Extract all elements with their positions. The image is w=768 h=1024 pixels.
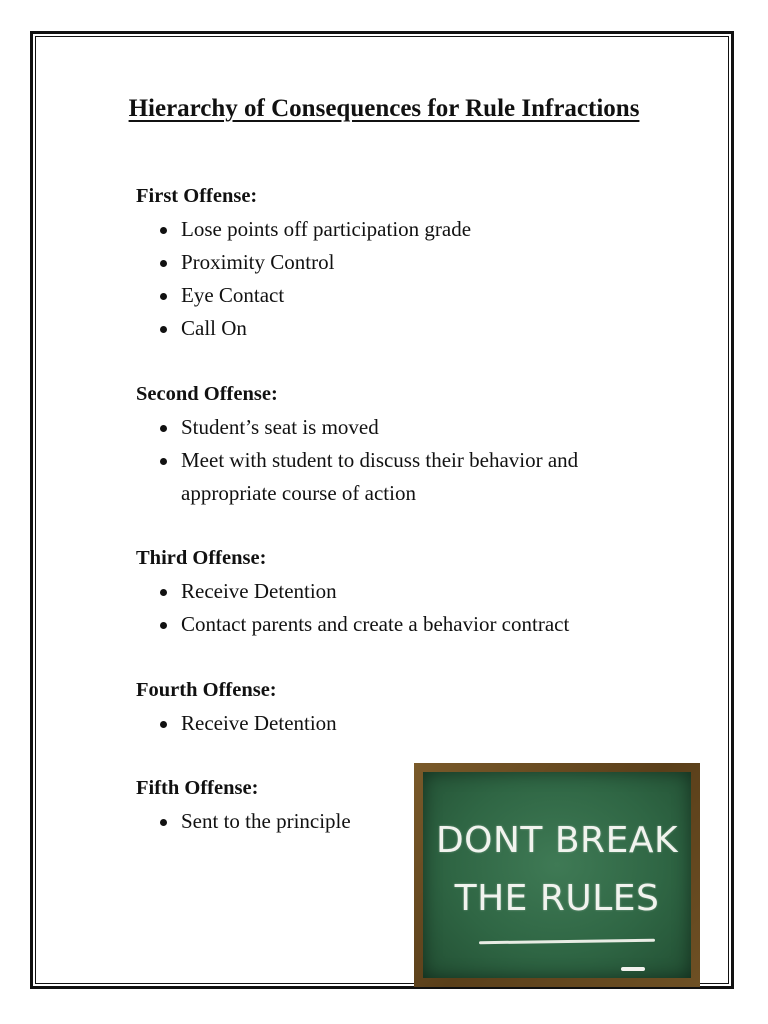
consequence-list (136, 213, 676, 345)
list-item-text: Contact parents and create a behavior contract (181, 612, 570, 636)
list-item-text: Sent to the principle (181, 809, 351, 833)
bullet-icon (160, 589, 167, 596)
list-item (136, 213, 676, 246)
consequence-list (136, 575, 676, 641)
list-item-text: Eye Contact (181, 283, 285, 307)
offense-heading: First Offense: (136, 185, 258, 207)
list-item-text: Lose points off participation grade (181, 217, 472, 241)
offense-section-third (136, 542, 676, 641)
list-item-text: Call On (181, 316, 247, 340)
list-item-text: Receive Detention (181, 711, 337, 735)
bullet-icon (160, 293, 167, 300)
list-item (136, 312, 676, 345)
list-item-text: Proximity Control (181, 250, 335, 274)
list-item (136, 575, 676, 608)
bullet-icon (160, 260, 167, 267)
offense-heading: Fourth Offense: (136, 679, 277, 701)
list-item (136, 707, 676, 740)
bullet-icon (160, 458, 167, 465)
offense-section-fifth (136, 772, 406, 838)
list-item-text: Receive Detention (181, 579, 337, 603)
document-title: Hierarchy of Consequences for Rule Infractions (128, 95, 640, 122)
list-item (136, 444, 651, 510)
chalk-piece-icon (621, 967, 645, 971)
consequence-list (136, 707, 676, 740)
consequence-list (136, 411, 676, 510)
list-item (136, 411, 676, 444)
bullet-icon (160, 819, 167, 826)
offense-section-second (136, 378, 676, 510)
bullet-icon (160, 425, 167, 432)
chalkboard-surface (423, 772, 691, 978)
offense-heading: Second Offense: (136, 383, 278, 405)
consequence-list (136, 805, 406, 838)
list-item (136, 246, 676, 279)
list-item-text: Meet with student to discuss their behavior and appropriate course of action (181, 448, 579, 505)
offense-heading: Third Offense: (136, 547, 267, 569)
list-item (136, 805, 406, 838)
bullet-icon (160, 721, 167, 728)
chalkboard-image (414, 763, 700, 987)
chalk-underline (479, 939, 655, 944)
chalkboard-text-line1: DONT BREAK (435, 820, 679, 861)
bullet-icon (160, 622, 167, 629)
list-item (136, 608, 676, 641)
chalkboard-text-line2: THE RULES (454, 878, 660, 919)
offense-section-first (136, 180, 676, 345)
bullet-icon (160, 326, 167, 333)
bullet-icon (160, 227, 167, 234)
list-item-text: Student’s seat is moved (181, 415, 379, 439)
offense-heading: Fifth Offense: (136, 777, 259, 799)
offense-section-fourth (136, 674, 676, 740)
list-item (136, 279, 676, 312)
